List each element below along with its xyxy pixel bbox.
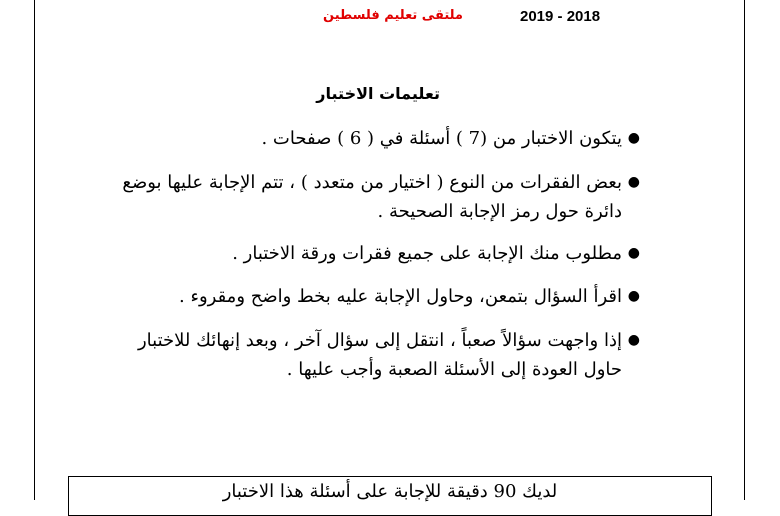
- forum-name: ملتقى تعليم فلسطين: [323, 8, 463, 23]
- page-border-left: [34, 0, 35, 500]
- instruction-text: بعض الفقرات من النوع ( اختيار من متعدد ) ، تتم الإجابة عليها بوضع دائرة حول رمز الإجابة الصحيحة .: [122, 172, 622, 222]
- instructions-list: [120, 124, 640, 384]
- instruction-item: [120, 282, 640, 311]
- time-notice-text: لديك 90 دقيقة للإجابة على أسئلة هذا الاختبار: [222, 481, 558, 502]
- bullet-icon: ●: [627, 288, 640, 304]
- instruction-item: [120, 168, 640, 226]
- page-border-right: [744, 0, 745, 500]
- instruction-item: [120, 326, 640, 384]
- bullet-icon: ●: [627, 332, 640, 348]
- instruction-text: اقرأ السؤال بتمعن، وحاول الإجابة عليه بخط واضح ومقروء .: [179, 286, 622, 307]
- bullet-icon: ●: [627, 130, 640, 146]
- instruction-item: [120, 124, 640, 153]
- instruction-item: [120, 239, 640, 268]
- bullet-icon: ●: [627, 174, 640, 190]
- academic-year: 2019 - 2018: [520, 8, 601, 25]
- instruction-text: مطلوب منك الإجابة على جميع فقرات ورقة الاختبار .: [232, 243, 622, 264]
- bullet-icon: ●: [627, 245, 640, 261]
- instructions-title: تعليمات الاختبار: [316, 84, 440, 103]
- instruction-text: إذا واجهت سؤالاً صعباً ، انتقل إلى سؤال آخر ، وبعد إنهائك للاختبار حاول العودة إلى الأسئلة الصعبة وأجب عليها .: [137, 330, 622, 380]
- instruction-text: يتكون الاختبار من (7 ) أسئلة في ( 6 ) صفحات .: [261, 128, 622, 149]
- time-notice-box: [68, 476, 712, 516]
